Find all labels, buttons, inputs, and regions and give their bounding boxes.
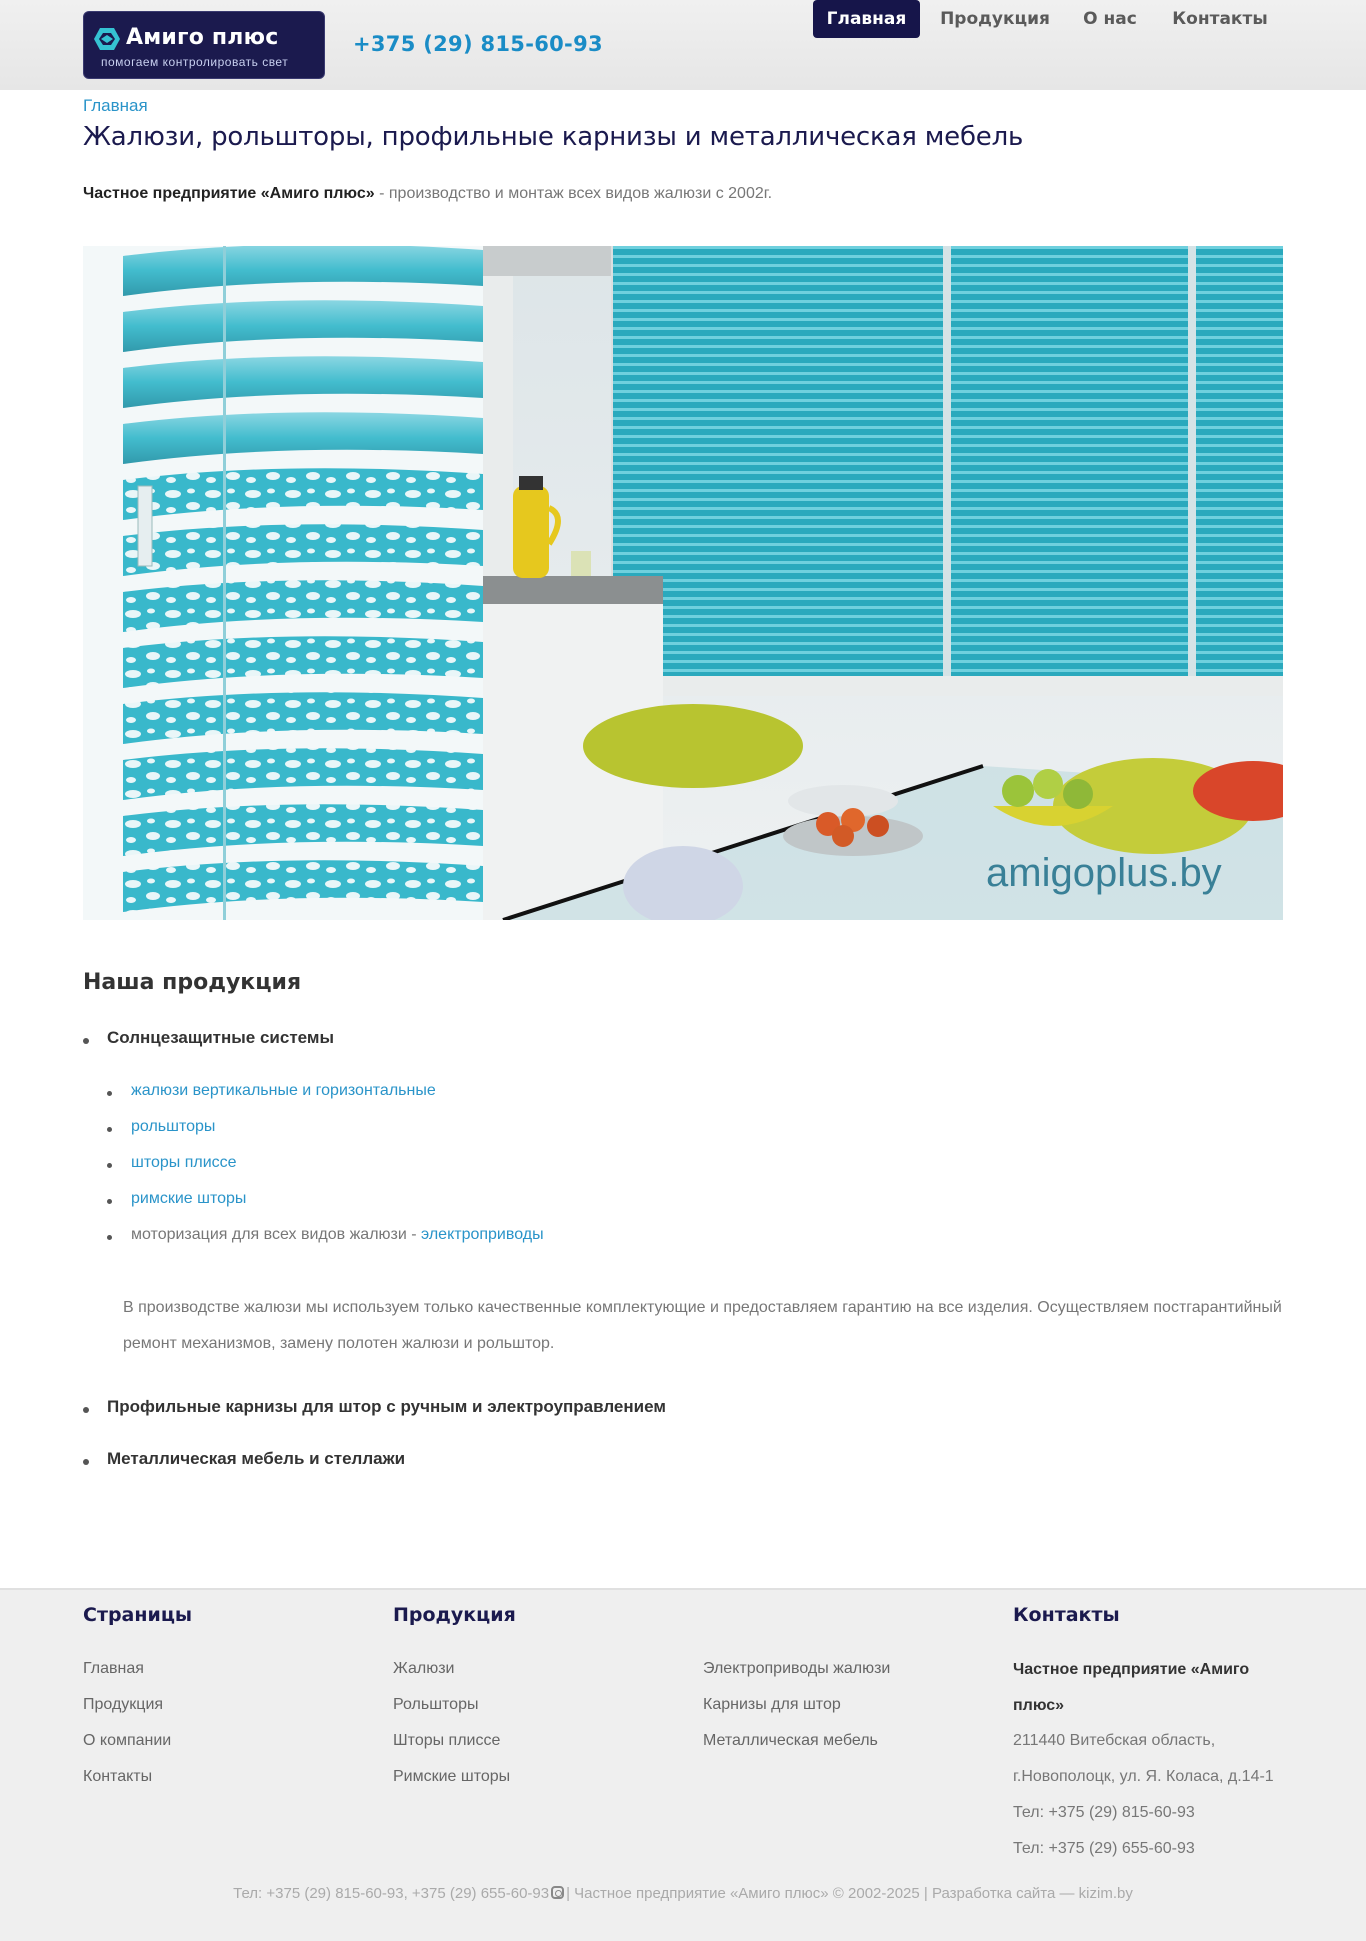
- link-electric-drives[interactable]: электроприводы: [421, 1226, 544, 1243]
- footer-link-contacts[interactable]: Контакты: [83, 1768, 153, 1785]
- footer-link-drives[interactable]: Электроприводы жалюзи: [703, 1660, 891, 1677]
- footer-link-rails[interactable]: Карнизы для штор: [703, 1696, 841, 1713]
- breadcrumb-home[interactable]: Главная: [83, 96, 148, 115]
- footer-company-name: Частное предприятие «Амиго плюс»: [1013, 1661, 1250, 1714]
- instagram-icon[interactable]: [551, 1886, 564, 1899]
- footer-address-2: г.Новополоцк, ул. Я. Коласа, д.14-1: [1013, 1768, 1274, 1785]
- footer-contacts-title: Контакты: [1013, 1604, 1120, 1626]
- footer-products-title: Продукция: [393, 1604, 516, 1626]
- logo-title: Амиго плюс: [126, 25, 279, 50]
- footer-phone-1: Тел: +375 (29) 815-60-93: [1013, 1804, 1195, 1821]
- footer-link-pleated[interactable]: Шторы плиссе: [393, 1732, 501, 1749]
- intro-company: Частное предприятие «Амиго плюс»: [83, 185, 375, 202]
- header-phone-link[interactable]: +375 (29) 815-60-93: [353, 32, 603, 56]
- list-item: [107, 1118, 215, 1136]
- footer-link-roller-blinds[interactable]: Рольшторы: [393, 1696, 479, 1713]
- footer-link-roman[interactable]: Римские шторы: [393, 1768, 511, 1785]
- hero-blinds-illustration: [83, 246, 1283, 920]
- footer-link-about[interactable]: О компании: [83, 1732, 172, 1749]
- hero-image: [83, 246, 1283, 920]
- motorization-text: моторизация для всех видов жалюзи -: [131, 1226, 422, 1243]
- site-header: [0, 0, 1366, 90]
- list-item: [107, 1082, 436, 1100]
- list-item: [107, 1190, 246, 1208]
- footer-address-1: 211440 Витебская область,: [1013, 1732, 1216, 1749]
- footer-link-home[interactable]: Главная: [83, 1660, 144, 1677]
- nav-about[interactable]: О нас: [1083, 9, 1137, 29]
- footer-phone-2: Тел: +375 (29) 655-60-93: [1013, 1840, 1195, 1857]
- nav-contacts[interactable]: Контакты: [1172, 9, 1268, 29]
- nav-products[interactable]: Продукция: [940, 9, 1050, 29]
- link-roller-blinds[interactable]: рольшторы: [131, 1118, 216, 1135]
- logo-hexagon-icon: [94, 27, 120, 51]
- category-sun-protection: Солнцезащитные системы: [83, 1028, 334, 1048]
- warranty-note: В производстве жалюзи мы используем только качественные комплектующие и предоставляем гарантию на все изделия. Осуществляем постгарантийный ремонт механизмов, замену полотен жалюзи и рольштор.: [123, 1299, 1282, 1352]
- logo-subtitle: помогаем контролировать свет: [101, 55, 289, 69]
- link-blinds[interactable]: жалюзи вертикальные и горизонтальные: [131, 1082, 436, 1099]
- page-title: Жалюзи, рольшторы, профильные карнизы и металлическая мебель: [83, 122, 1024, 152]
- category-curtain-rails: Профильные карнизы для штор с ручным и электроуправлением: [83, 1397, 666, 1417]
- products-section-title: Наша продукция: [83, 970, 302, 995]
- footer-link-furniture[interactable]: Металлическая мебель: [703, 1732, 878, 1749]
- copyright-text: | Частное предприятие «Амиго плюс» © 2002-2025 | Разработка сайта — kizim.by: [566, 1885, 1133, 1902]
- footer-pages-title: Страницы: [83, 1604, 193, 1626]
- list-item: [107, 1226, 544, 1244]
- link-pleated-blinds[interactable]: шторы плиссе: [131, 1154, 237, 1171]
- site-logo[interactable]: [83, 11, 325, 79]
- category-metal-furniture: Металлическая мебель и стеллажи: [83, 1449, 405, 1469]
- intro-text: [83, 185, 772, 203]
- copyright-bar: [0, 1885, 1366, 1902]
- list-item: [107, 1154, 237, 1172]
- hero-watermark: amigoplus.by: [986, 851, 1222, 895]
- nav-home[interactable]: Главная: [813, 0, 920, 38]
- footer-link-blinds[interactable]: Жалюзи: [393, 1660, 455, 1677]
- site-footer: [0, 1588, 1366, 1941]
- intro-description: - производство и монтаж всех видов жалюзи с 2002г.: [374, 185, 773, 202]
- footer-link-products[interactable]: Продукция: [83, 1696, 164, 1713]
- link-roman-blinds[interactable]: римские шторы: [131, 1190, 247, 1207]
- copyright-phones: Тел: +375 (29) 815-60-93, +375 (29) 655-60-93: [233, 1885, 550, 1902]
